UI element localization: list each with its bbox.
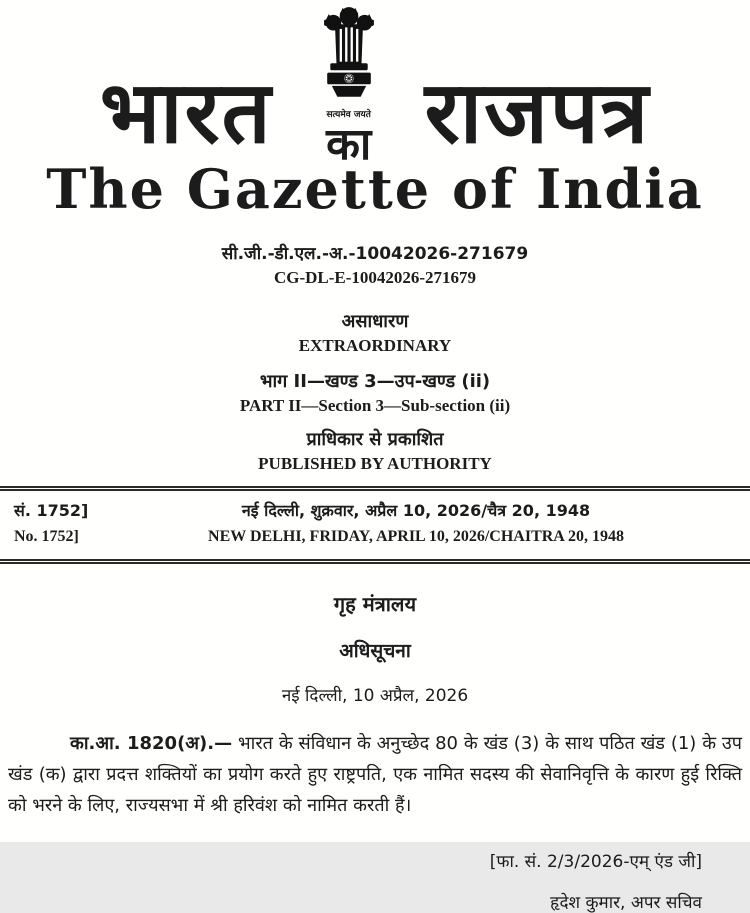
published-authority-english: PUBLISHED BY AUTHORITY bbox=[258, 453, 492, 473]
issue-date-hindi: नई दिल्ली, शुक्रवार, अप्रैल 10, 2026/चैत्र 20, 1948 bbox=[241, 500, 591, 520]
registration-number-hindi: सी.जी.-डी.एल.-अ.-10042026-271679 bbox=[221, 243, 529, 264]
published-authority-hindi: प्राधिकार से प्रकाशित bbox=[306, 428, 444, 450]
masthead-center bbox=[293, 4, 405, 170]
emblem-motto: सत्यमेव जयते bbox=[326, 110, 371, 120]
edition-block bbox=[0, 309, 750, 476]
part-section-hindi: भाग II—खण्ड 3—उप-खण्ड (ii) bbox=[259, 370, 491, 392]
part-section-english: PART II—Section 3—Sub-section (ii) bbox=[239, 395, 511, 415]
notification-body bbox=[0, 728, 750, 821]
notification-body-text: भारत के संविधान के अनुच्छेद 80 के खंड (3) के साथ पठित खंड (1) के उप खंड (क) द्वारा प्रदत्त शक्तियों का प्रयोग करते हुए राष्ट्रपति, एक नामित सदस्य की सेवानिवृत्ति के कारण हुई रिक्ति को भरने के लिए, राज्यसभा में श्री हरिवंश को नामित करती हैं। bbox=[8, 732, 742, 816]
issue-bar bbox=[0, 486, 750, 564]
issue-number-english: No. 1752] bbox=[14, 527, 79, 545]
registration-number-english: CG-DL-E-10042026-271679 bbox=[273, 267, 477, 287]
so-number: का.आ. 1820(अ).— bbox=[70, 732, 233, 754]
notification-place-date: नई दिल्ली, 10 अप्रैल, 2026 bbox=[281, 685, 469, 706]
masthead-title-hindi-right: राजपत्र bbox=[424, 63, 651, 164]
masthead-title-hindi-middle: का bbox=[326, 119, 372, 170]
extraordinary-hindi: असाधारण bbox=[341, 310, 409, 332]
notification-heading: अधिसूचना bbox=[339, 639, 411, 662]
issue-number-hindi: सं. 1752] bbox=[14, 500, 89, 520]
issue-date-english: NEW DELHI, FRIDAY, APRIL 10, 2026/CHAITRA 20, 1948 bbox=[208, 527, 624, 545]
extraordinary-english: EXTRAORDINARY bbox=[298, 335, 452, 355]
masthead-title-hindi-left: भारत bbox=[99, 63, 273, 164]
issue-date-column bbox=[148, 498, 684, 550]
national-emblem-icon bbox=[310, 4, 388, 110]
signatory: हृदेश कुमार, अपर सचिव bbox=[550, 892, 702, 913]
masthead bbox=[0, 0, 750, 170]
ministry-title: गृह मंत्रालय bbox=[333, 591, 417, 616]
issue-number-column bbox=[0, 498, 148, 550]
registration-block bbox=[0, 242, 750, 289]
masthead-title-english: The Gazette of India bbox=[46, 157, 704, 221]
file-number: [फा. सं. 2/3/2026-एम् एंड जी] bbox=[489, 851, 702, 872]
